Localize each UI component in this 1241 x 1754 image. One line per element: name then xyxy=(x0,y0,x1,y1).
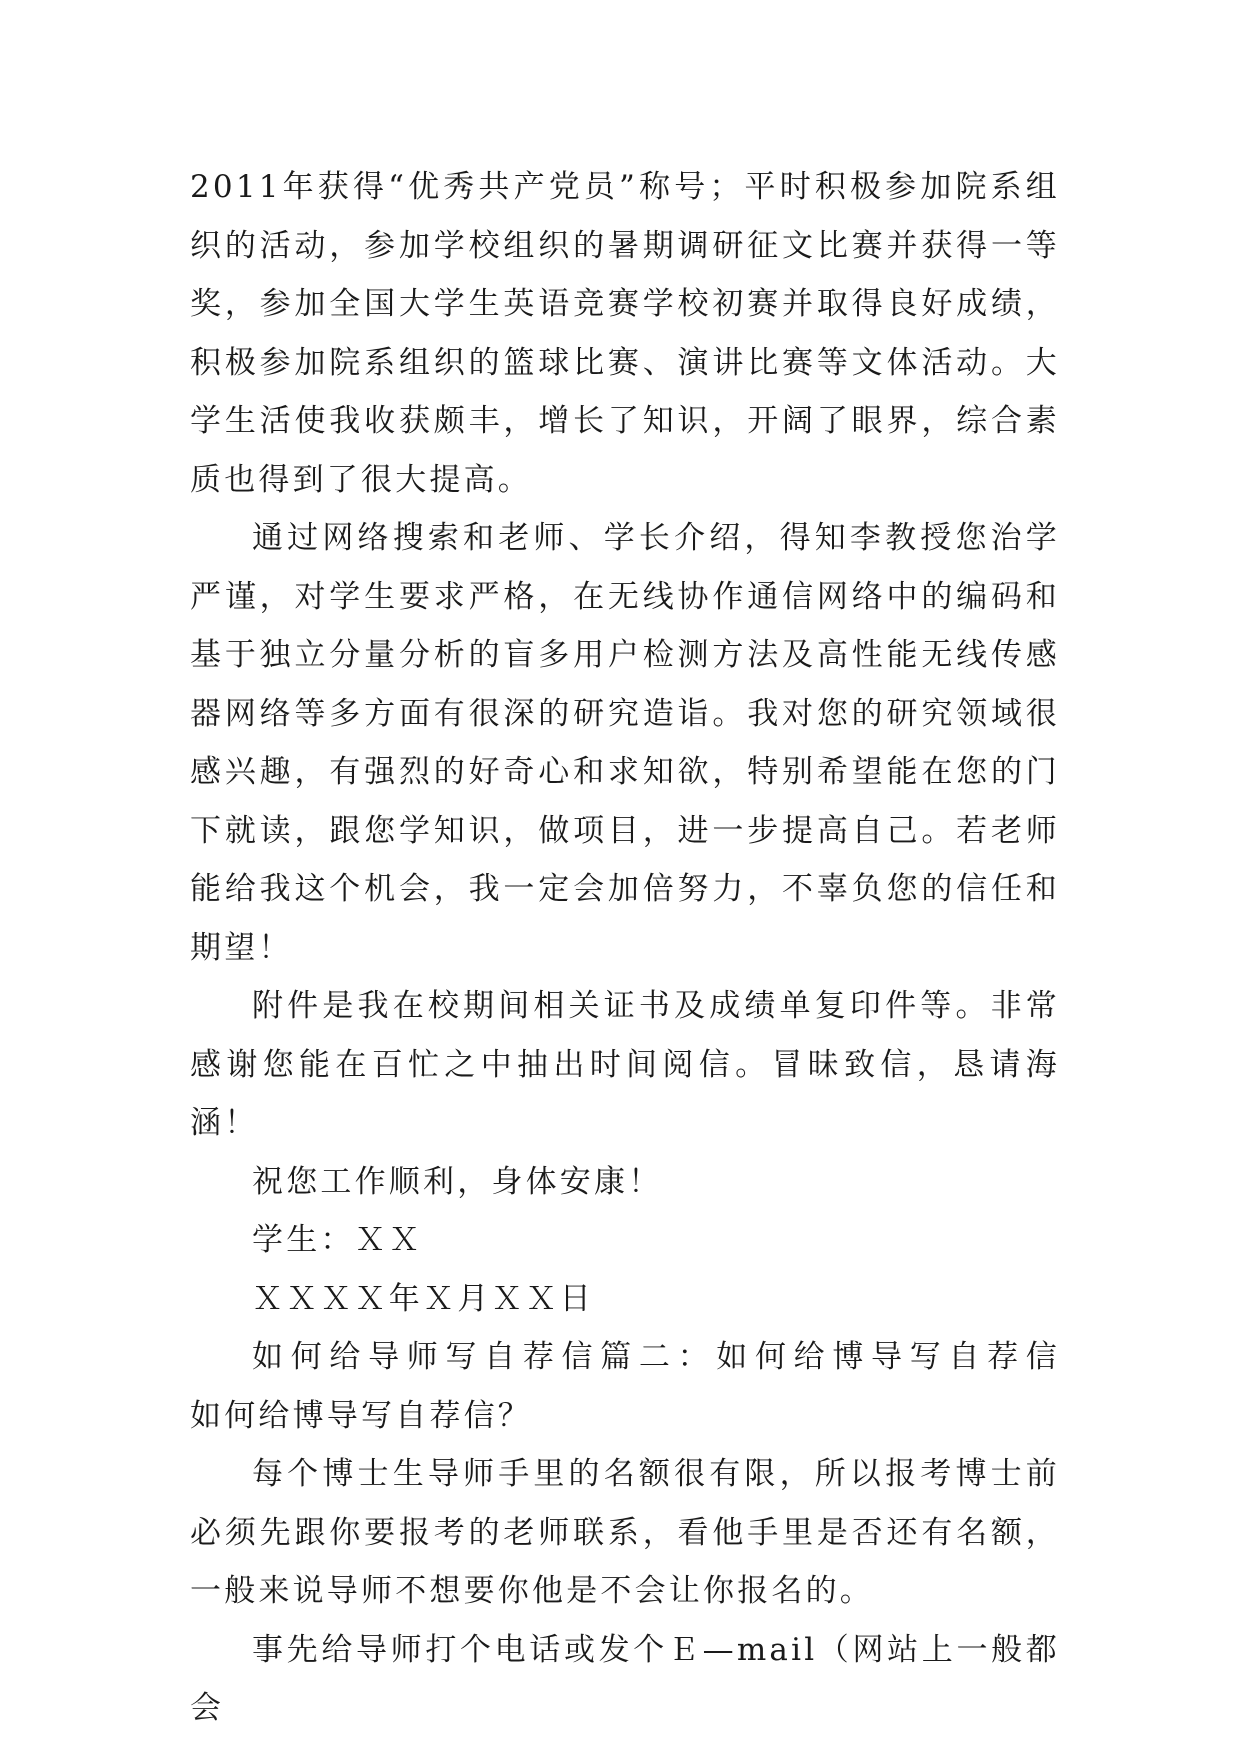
paragraph-contact-advice: 事先给导师打个电话或发个Ｅ—mail（网站上一般都会 xyxy=(190,1631,1060,1726)
paragraph-signature-name: 学生：ＸＸ xyxy=(252,1222,423,1258)
paragraph-signature-date: ＸＸＸＸ年Ｘ月ＸＸ日 xyxy=(252,1280,594,1317)
paragraph-attachments: 附件是我在校期间相关证书及成绩单复印件等。非常感谢您能在百忙之中抽出时间阅信。冒昧致信，恳请海涵！ xyxy=(190,988,1060,1141)
paragraph-professor-research: 通过网络搜索和老师、学长介绍，得知李教授您治学严谨，对学生要求严格，在无线协作通信网络中的编码和基于独立分量分析的盲多用户检测方法及高性能无线传感器网络等多方面有很深的研究造诣。我对您的研究领域很感兴趣，有强烈的好奇心和求知欲，特别希望能在您的门下就读，跟您学知识，做项目，进一步提高自己。若老师能给我这个机会，我一定会加倍努力，不辜负您的信任和期望！ xyxy=(190,520,1060,966)
paragraph-closing-wish: 祝您工作顺利，身体安康！ xyxy=(252,1163,663,1200)
paragraph-quota-advice: 每个博士生导师手里的名额很有限，所以报考博士前必须先跟你要报考的老师联系，看他手里是否还有名额，一般来说导师不想要你他是不会让你报名的。 xyxy=(190,1456,1060,1609)
paragraph-section-two-heading: 如何给导师写自荐信篇二：如何给博导写自荐信 如何给博导写自荐信？ xyxy=(190,1339,1129,1434)
document-body xyxy=(190,158,1129,1738)
paragraph-achievements: 2011年获得“优秀共产党员”称号；平时积极参加院系组织的活动，参加学校组织的暑期调研征文比赛并获得一等奖，参加全国大学生英语竞赛学校初赛并取得良好成绩，积极参加院系组织的篮球比赛、演讲比赛等文体活动。大学生活使我收获颇丰，增长了知识，开阔了眼界，综合素质也得到了很大提高。 xyxy=(190,169,1060,498)
